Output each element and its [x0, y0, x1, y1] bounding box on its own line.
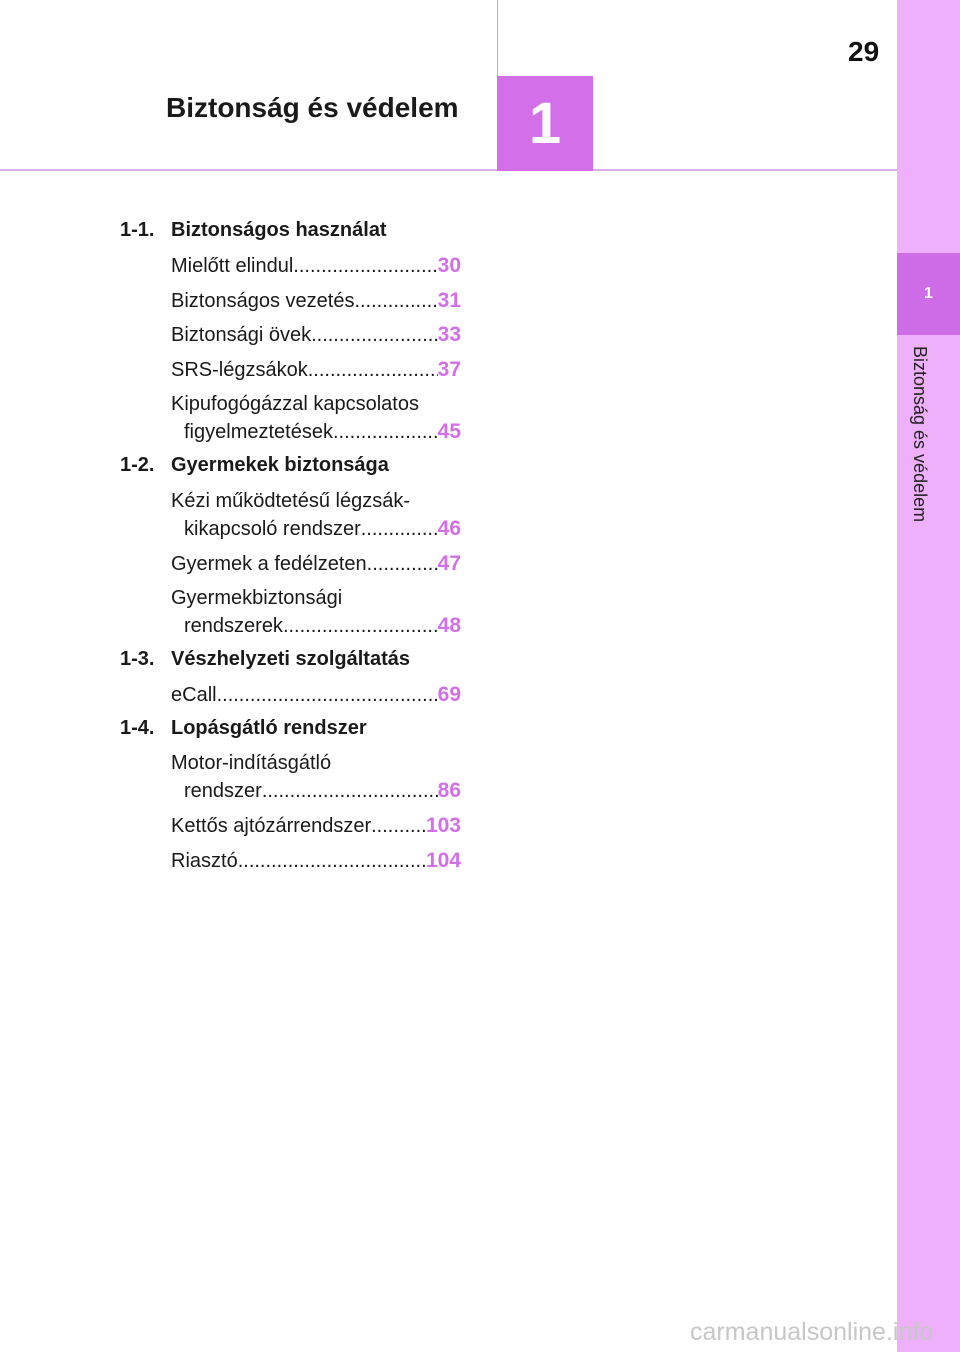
section-number: 1-2.	[120, 454, 155, 476]
toc-section-heading	[120, 717, 367, 740]
entry-text-continued: kikapcsoló rendszer	[184, 518, 361, 540]
page-link[interactable]: 33	[437, 323, 461, 346]
header-divider-vertical	[497, 0, 498, 76]
dot-leader	[354, 288, 437, 315]
dot-leader	[333, 419, 438, 446]
header-divider	[0, 169, 897, 171]
entry-text: Gyermek a fedélzeten	[171, 553, 367, 575]
dot-leader	[283, 613, 438, 640]
entry-text: Kettős ajtózárrendszer	[171, 815, 372, 837]
section-number: 1-1.	[120, 219, 155, 241]
dot-leader	[367, 551, 438, 578]
section-title: Vészhelyzeti szolgáltatás	[171, 648, 410, 670]
entry-text: Biztonságos vezetés	[171, 290, 355, 312]
toc-entry[interactable]	[171, 356, 461, 384]
dot-leader	[371, 813, 426, 840]
toc-section-heading	[120, 454, 389, 477]
entry-text: Biztonsági övek	[171, 324, 312, 346]
toc-entry[interactable]	[171, 252, 461, 280]
dot-leader	[293, 253, 437, 280]
toc-entry[interactable]	[171, 681, 461, 709]
entry-text: Kézi működtetésű légzsák-	[171, 490, 411, 512]
side-tab-label: Biztonság és védelem	[910, 346, 930, 523]
page-link[interactable]: 46	[437, 517, 461, 540]
toc-entry[interactable]	[171, 550, 461, 578]
entry-text: Mielőtt elindul	[171, 255, 294, 277]
page-link[interactable]: 69	[437, 683, 461, 706]
toc-entry[interactable]	[171, 287, 461, 315]
section-title: Biztonságos használat	[171, 219, 387, 241]
entry-text-continued: figyelmeztetések	[184, 421, 333, 443]
page-number: 29	[848, 36, 880, 67]
entry-text: Gyermekbiztonsági	[171, 587, 343, 609]
toc-entry[interactable]	[171, 321, 461, 349]
entry-text: SRS-légzsákok	[171, 359, 308, 381]
toc-entry[interactable]	[171, 585, 461, 640]
section-title: Lopásgátló rendszer	[171, 717, 367, 739]
dot-leader	[308, 357, 438, 384]
dot-leader	[238, 848, 426, 875]
section-title: Gyermekek biztonsága	[171, 454, 389, 476]
page-link[interactable]: 30	[437, 254, 461, 277]
toc-entry[interactable]	[171, 812, 461, 840]
entry-text: Riasztó	[171, 850, 238, 872]
entry-text: Motor-indításgátló	[171, 752, 332, 774]
page-link[interactable]: 48	[437, 614, 461, 637]
entry-text: Kipufogógázzal kapcsolatos	[171, 393, 419, 415]
page-link[interactable]: 103	[425, 814, 461, 837]
page-link[interactable]: 86	[437, 779, 461, 802]
dot-leader	[361, 516, 438, 543]
dot-leader	[262, 778, 438, 805]
watermark: carmanualsonline.info	[690, 1318, 934, 1346]
dot-leader	[311, 322, 438, 349]
side-tab-number[interactable]: 1	[897, 253, 960, 335]
page-link[interactable]: 47	[437, 552, 461, 575]
dot-leader	[217, 682, 438, 709]
page-link[interactable]: 45	[437, 420, 461, 443]
section-number: 1-3.	[120, 648, 155, 670]
page-link[interactable]: 104	[425, 849, 461, 872]
chapter-number-box: 1	[497, 76, 593, 171]
toc-entry[interactable]	[171, 847, 461, 875]
side-tab	[897, 0, 960, 1352]
toc-section-heading	[120, 648, 410, 671]
section-number: 1-4.	[120, 717, 155, 739]
entry-text: eCall	[171, 684, 217, 706]
toc-entry[interactable]	[171, 391, 461, 446]
page-link[interactable]: 37	[437, 358, 461, 381]
chapter-title: Biztonság és védelem	[166, 92, 459, 123]
entry-text-continued: rendszer	[184, 780, 262, 802]
toc-section-heading	[120, 219, 387, 242]
toc-entry[interactable]	[171, 750, 461, 805]
page-link[interactable]: 31	[437, 289, 461, 312]
entry-text-continued: rendszerek	[184, 615, 283, 637]
toc-entry[interactable]	[171, 488, 461, 543]
